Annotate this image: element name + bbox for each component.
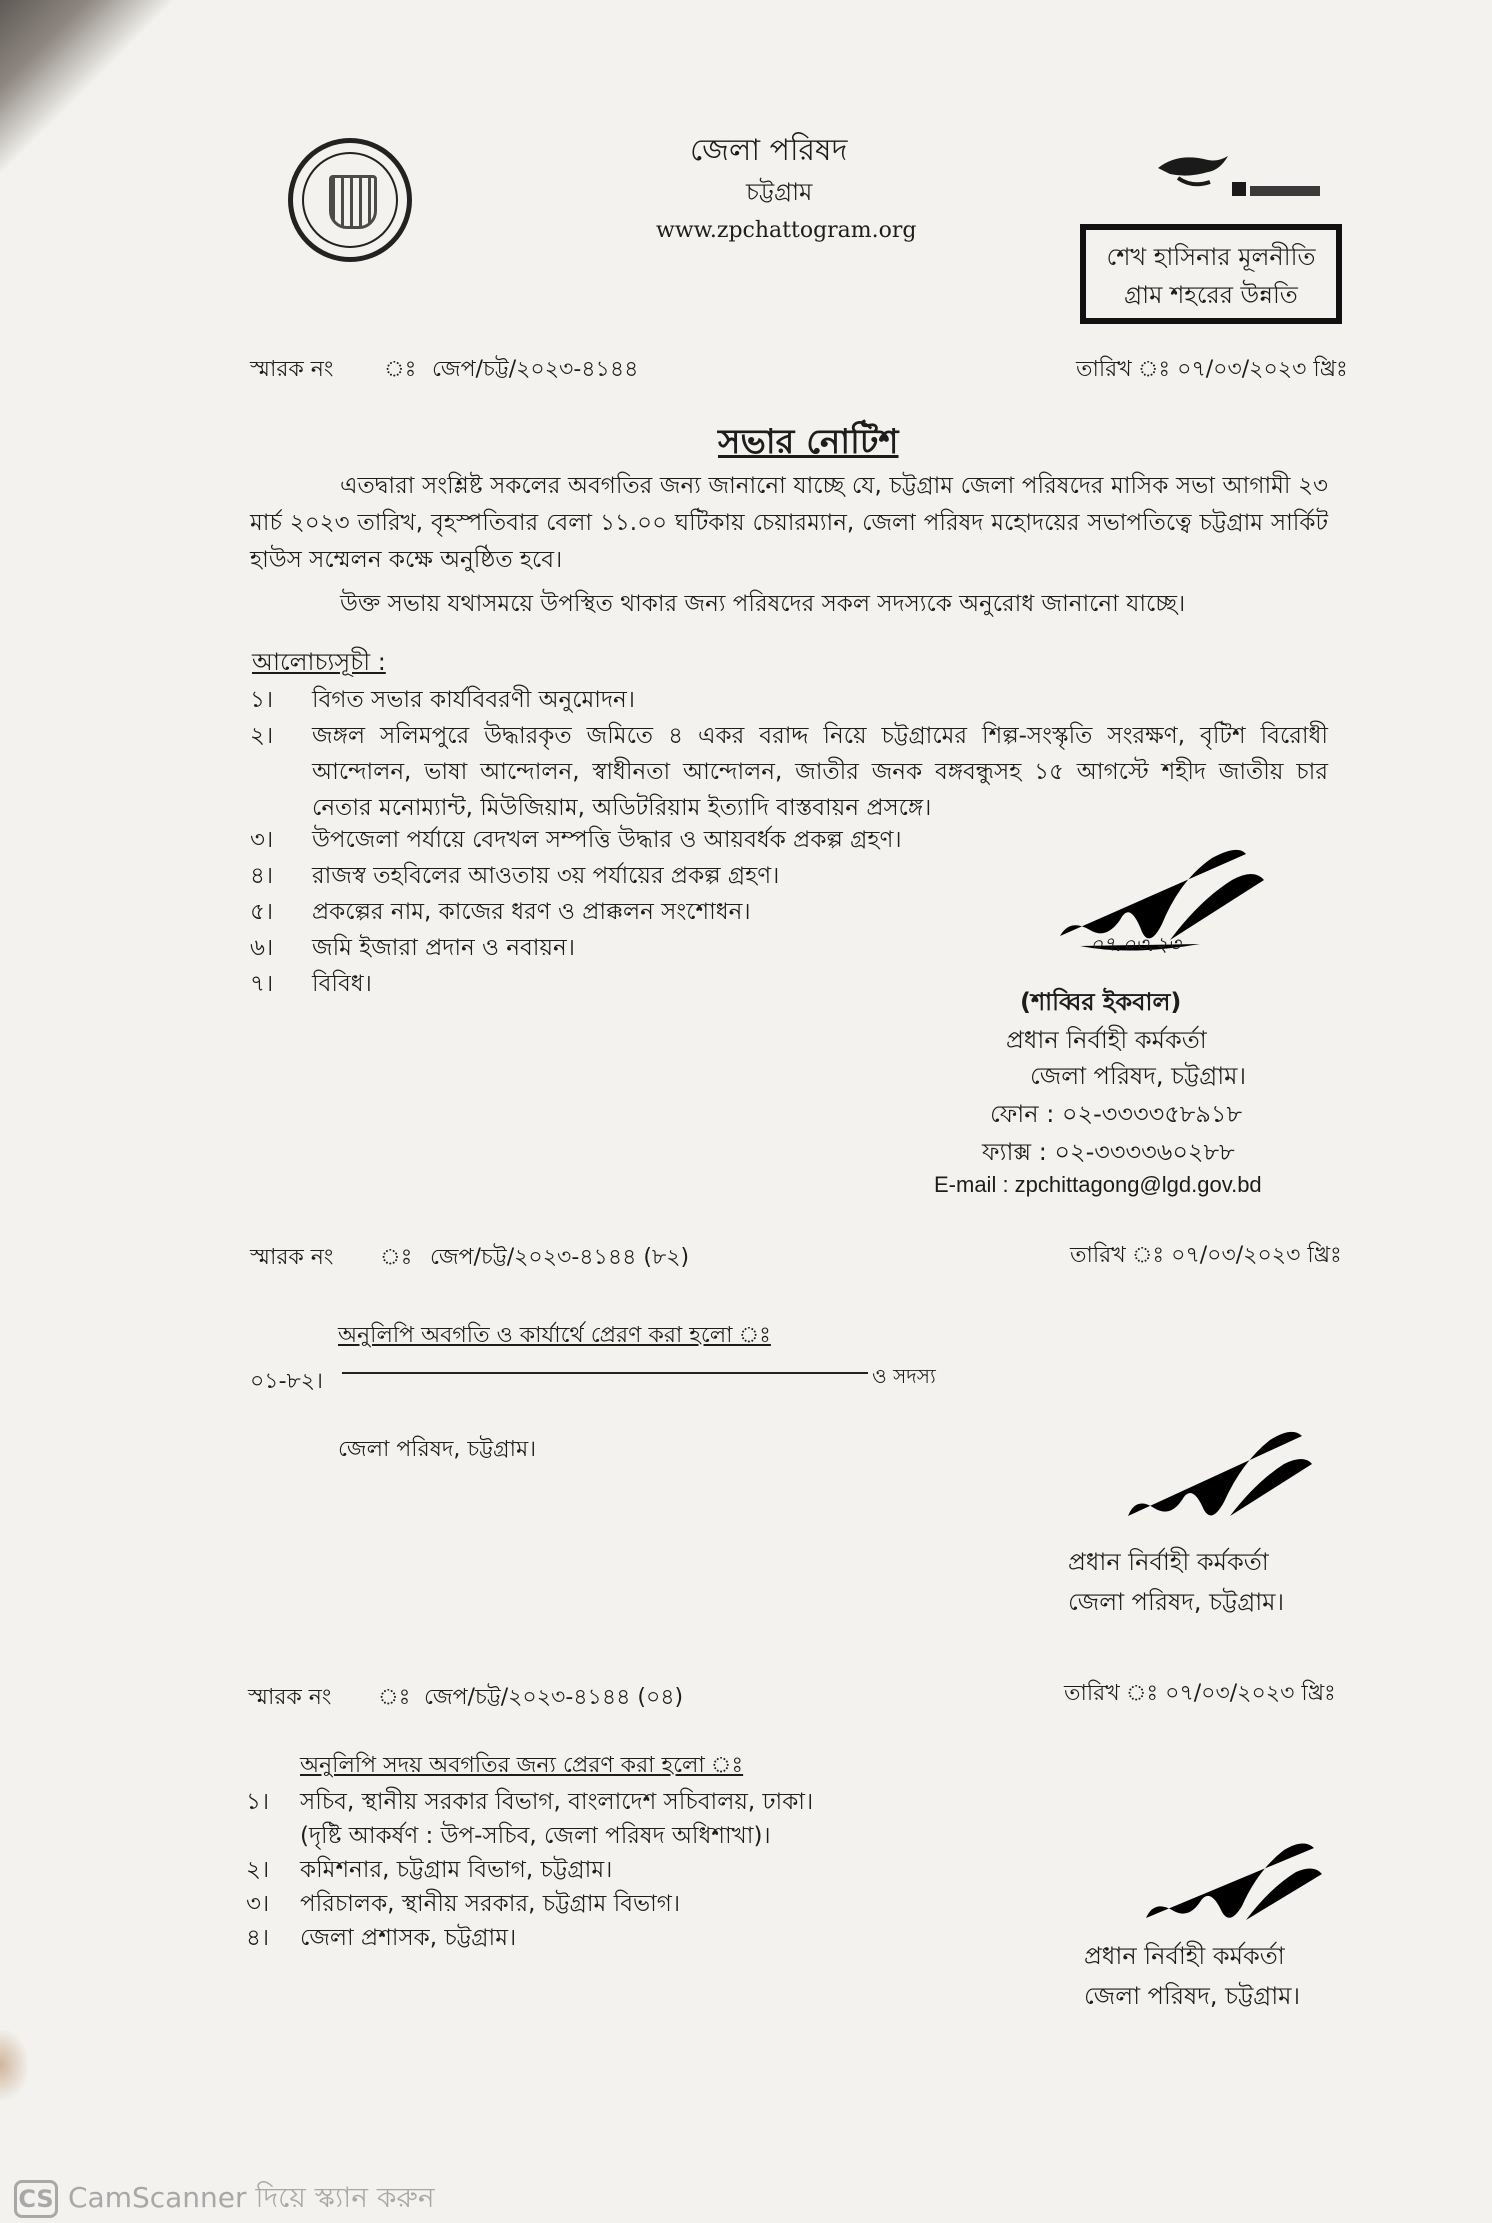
recipient-number: ২। bbox=[246, 1857, 270, 1883]
agenda-item bbox=[250, 822, 902, 858]
org-name: জেলা পরিষদ bbox=[690, 133, 848, 168]
memo-label: স্মারক নং bbox=[248, 1685, 332, 1710]
signatory-phone: ফোন : ০২-৩৩৩৩৫৮৯১৮ bbox=[990, 1100, 1243, 1128]
zila-parishad-seal bbox=[288, 138, 412, 262]
signatory-name: (শাব্বির ইকবাল) bbox=[1020, 988, 1182, 1016]
slogan-line-1: শেখ হাসিনার মূলনীতি bbox=[1106, 243, 1316, 271]
copy-range: ০১-৮২। bbox=[250, 1369, 323, 1394]
recipient-item bbox=[246, 1818, 771, 1854]
agenda-number: ৫। bbox=[250, 899, 274, 925]
blank-line bbox=[342, 1372, 868, 1374]
recipient-number: ৩। bbox=[246, 1891, 270, 1917]
recipient-text: কমিশনার, চট্টগ্রাম বিভাগ, চট্টগ্রাম। bbox=[300, 1857, 613, 1883]
memo-separator: ঃ bbox=[384, 357, 417, 382]
district-name: চট্টগ্রাম bbox=[746, 178, 813, 206]
recipient-item bbox=[246, 1920, 516, 1956]
signature bbox=[1120, 1420, 1320, 1540]
agenda-number: ৭। bbox=[250, 971, 274, 997]
sig-designation: প্রধান নির্বাহী কর্মকর্তা bbox=[1068, 1548, 1269, 1576]
agenda-number: ১। bbox=[250, 687, 274, 713]
recipient-text: সচিব, স্থানীয় সরকার বিভাগ, বাংলাদেশ সচিবালয়, ঢাকা। bbox=[300, 1789, 814, 1815]
agenda-item bbox=[250, 858, 779, 894]
signatory-office: জেলা পরিষদ, চট্টগ্রাম। bbox=[1030, 1062, 1247, 1090]
agenda-number: ৪। bbox=[250, 863, 274, 889]
recipient-text: পরিচালক, স্থানীয় সরকার, চট্টগ্রাম বিভাগ। bbox=[300, 1891, 681, 1917]
ashrayan-logo bbox=[1148, 148, 1328, 200]
camscanner-watermark bbox=[14, 2176, 435, 2223]
notice-paragraph-1: এতদ্বারা সংশ্লিষ্ট সকলের অবগতির জন্য জানানো যাচ্ছে যে, চট্টগ্রাম জেলা পরিষদের মাসিক সভা আগামী ২৩ মার্চ ২০২৩ তারিখ, বৃহস্পতিবার বেলা ১১.০০ ঘটিকায় চেয়ারম্যান, জেলা পরিষদ মহোদয়ের সভাপতিত্বে চট্টগ্রাম সার্কিট হাউস সম্মেলন কক্ষে অনুষ্ঠিত হবে। bbox=[250, 473, 1328, 573]
agenda-text: প্রকল্পের নাম, কাজের ধরণ ও প্রাক্কলন সংশোধন। bbox=[312, 899, 751, 925]
memo-label: স্মারক নং bbox=[250, 357, 334, 382]
sig-office: জেলা পরিষদ, চট্টগ্রাম। bbox=[1084, 1982, 1301, 2010]
recipient-number: ৪। bbox=[246, 1925, 270, 1951]
memo-separator: ঃ bbox=[380, 1245, 413, 1270]
agenda-item bbox=[250, 682, 635, 718]
agenda-text: বিবিধ। bbox=[312, 971, 372, 997]
scan-finger-mark bbox=[0, 2030, 28, 2100]
copy-heading: অনুলিপি অবগতি ও কার্যার্থে প্রেরণ করা হলো ঃ bbox=[338, 1323, 771, 1348]
memo-label: স্মারক নং bbox=[250, 1245, 334, 1270]
sig-designation: প্রধান নির্বাহী কর্মকর্তা bbox=[1084, 1942, 1285, 1970]
slogan-line-2: গ্রাম শহরের উন্নতি bbox=[1124, 281, 1298, 309]
agenda-text: উপজেলা পর্যায়ে বেদখল সম্পত্তি উদ্ধার ও আয়বর্ধক প্রকল্প গ্রহণ। bbox=[312, 827, 902, 853]
memo-date: তারিখ ঃ ০৭/০৩/২০২৩ খ্রিঃ bbox=[1070, 1243, 1342, 1268]
recipient-text: জেলা প্রশাসক, চট্টগ্রাম। bbox=[300, 1925, 517, 1951]
recipient-text: (দৃষ্টি আকর্ষণ : উপ-সচিব, জেলা পরিষদ অধিশাখা)। bbox=[300, 1823, 771, 1849]
member-suffix: ও সদস্য bbox=[872, 1364, 936, 1388]
agenda-number: ৬। bbox=[250, 935, 274, 961]
memo-number: জেপ/চট্ট/২০২৩-৪১৪৪ bbox=[432, 357, 639, 382]
slogan-box bbox=[1080, 224, 1342, 324]
notice-paragraph-2: উক্ত সভায় যথাসময়ে উপস্থিত থাকার জন্য পরিষদের সকল সদস্যকে অনুরোধ জানানো যাচ্ছে। bbox=[340, 591, 1186, 617]
agenda-item bbox=[250, 894, 751, 930]
signature-date: ০৭.০৩.২৩ bbox=[1090, 932, 1181, 956]
notice-title: সভার নোটিশ bbox=[718, 422, 899, 462]
recipient-number: ১। bbox=[246, 1789, 270, 1815]
agenda-number: ২। bbox=[250, 723, 274, 749]
memo-number: জেপ/চট্ট/২০২৩-৪১৪৪ (৮২) bbox=[430, 1245, 690, 1270]
recipient-item bbox=[246, 1784, 813, 1820]
agenda-text: রাজস্ব তহবিলের আওতায় ৩য় পর্যায়ের প্রকল্প গ্রহণ। bbox=[312, 863, 780, 889]
agenda-item bbox=[250, 718, 1328, 826]
camscanner-text: CamScanner দিয়ে স্ক্যান করুন bbox=[68, 2181, 435, 2214]
agenda-number: ৩। bbox=[250, 827, 274, 853]
camscanner-icon: CS bbox=[14, 2180, 58, 2218]
recipient-item bbox=[246, 1852, 612, 1888]
memo-date: তারিখ ঃ ০৭/০৩/২০২৩ খ্রিঃ bbox=[1076, 357, 1348, 382]
agenda-item bbox=[250, 930, 575, 966]
memo-separator: ঃ bbox=[378, 1685, 411, 1710]
signature bbox=[1138, 1830, 1328, 1940]
signatory-email: E-mail : zpchittagong@lgd.gov.bd bbox=[934, 1172, 1262, 1197]
memo-date: তারিখ ঃ ০৭/০৩/২০২৩ খ্রিঃ bbox=[1064, 1681, 1336, 1706]
agenda-heading: আলোচ্যসূচী : bbox=[252, 648, 386, 676]
signatory-designation: প্রধান নির্বাহী কর্মকর্তা bbox=[1006, 1026, 1207, 1054]
memo-number: জেপ/চট্ট/২০২৩-৪১৪৪ (০৪) bbox=[424, 1685, 684, 1710]
agenda-text: বিগত সভার কার্যবিবরণী অনুমোদন। bbox=[312, 687, 635, 713]
signatory-fax: ফ্যাক্স : ০২-৩৩৩৩৬০২৮৮ bbox=[982, 1138, 1235, 1166]
scan-shadow bbox=[0, 0, 200, 200]
copy-heading: অনুলিপি সদয় অবগতির জন্য প্রেরণ করা হলো ঃ bbox=[300, 1753, 744, 1778]
agenda-item bbox=[250, 966, 372, 1002]
sig-office: জেলা পরিষদ, চট্টগ্রাম। bbox=[1068, 1588, 1285, 1616]
recipient-item bbox=[246, 1886, 680, 1922]
agenda-text: জমি ইজারা প্রদান ও নবায়ন। bbox=[312, 935, 575, 961]
agenda-text: জঙ্গল সলিমপুরে উদ্ধারকৃত জমিতে ৪ একর বরাদ্দ নিয়ে চট্টগ্রামের শিল্প-সংস্কৃতি সংরক্ষণ, বৃটিশ বিরোধী আন্দোলন, ভাষা আন্দোলন, স্বাধীনতা আন্দোলন, জাতীর জনক বঙ্গবন্ধুসহ ১৫ আগস্টে শহীদ জাতীয় চার নেতার মনোম্যান্ট, মিউজিয়াম, অডিটরিয়াম ইত্যাদি বাস্তবায়ন প্রসঙ্গে। bbox=[312, 723, 1328, 821]
member-office: জেলা পরিষদ, চট্টগ্রাম। bbox=[338, 1437, 537, 1462]
website: www.zpchattogram.org bbox=[656, 218, 917, 243]
